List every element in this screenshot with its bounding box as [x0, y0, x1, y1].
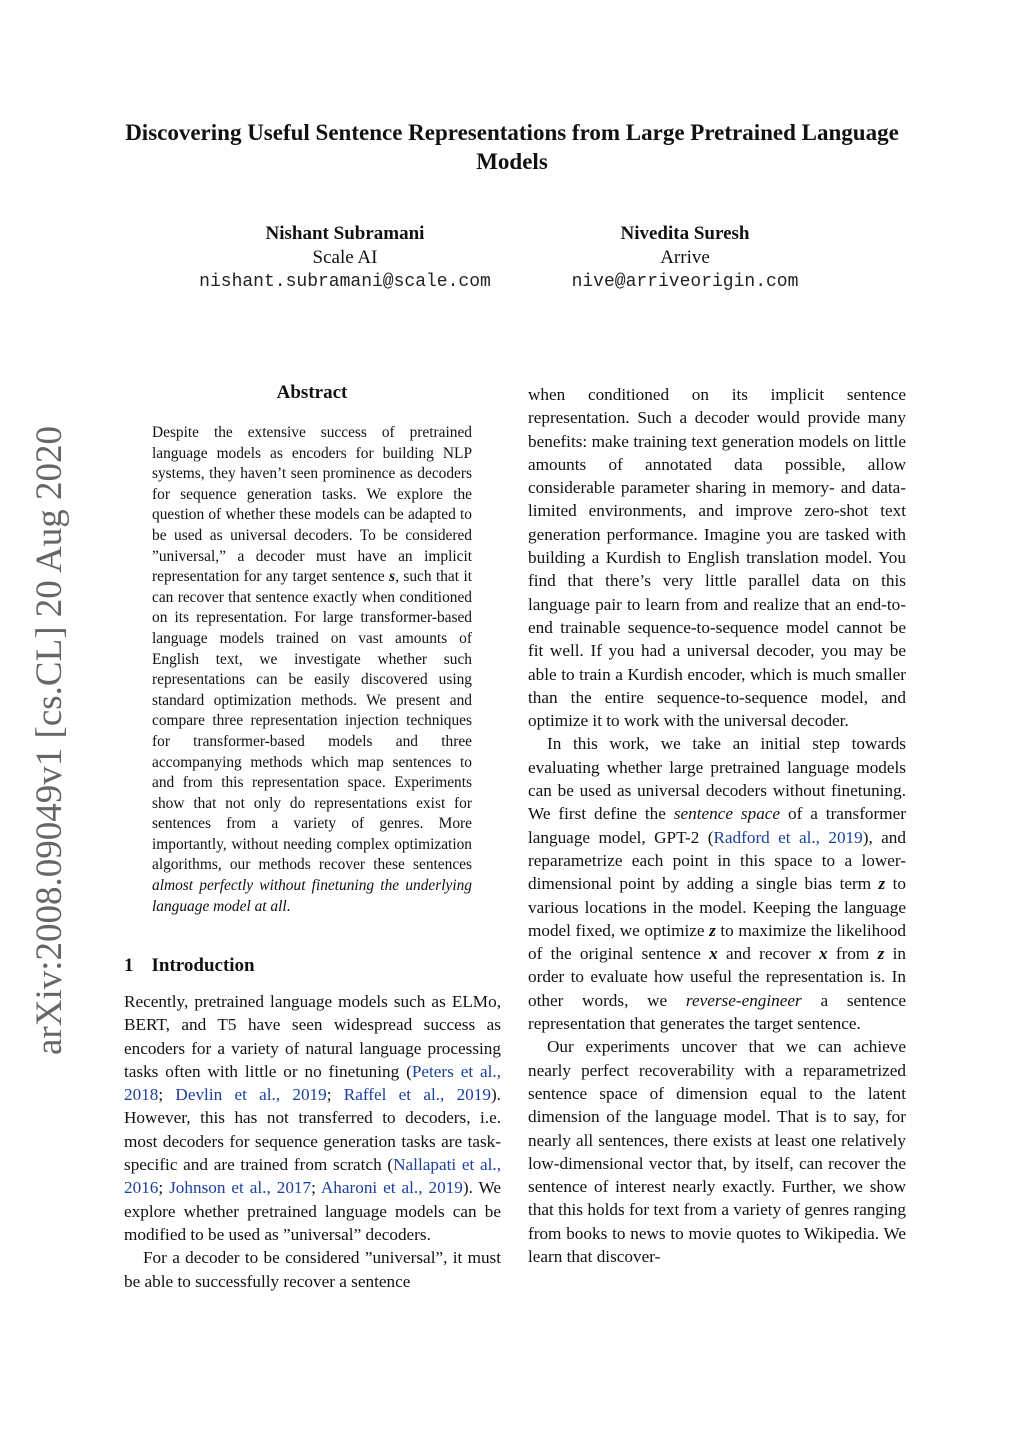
paragraph-text: of a transformer language model, GPT-2 ( — [528, 804, 906, 847]
math-var-x: x — [819, 944, 828, 964]
intro-paragraph-1 — [124, 990, 501, 1246]
citation-link[interactable]: Devlin et al., 2019 — [175, 1085, 327, 1105]
section-heading-introduction — [124, 955, 273, 977]
author-email: nive@arriveorigin.com — [571, 272, 799, 292]
citation-link[interactable]: Aharoni et al., 2019 — [320, 1178, 463, 1198]
left-column — [124, 990, 501, 1293]
term-emphasis: sentence space — [673, 804, 781, 824]
author-block-2 — [540, 222, 830, 294]
intro-paragraph-4: Our experiments uncover that we can achieve nearly perfect recoverability with a reparametrized sentence space of dimension equal to the latent dimension of the language model. That is to say, for nearly all sentences, there exists at least one relatively low-dimensional vector that, by itself, can recover the sentence of interest nearly exactly. Further, we show that this holds for text from a variety of genres ranging from books to news to movie quotes to Wikipedia. We learn that discover- — [528, 1037, 906, 1266]
paragraph-text: ; — [311, 1178, 321, 1198]
math-var-x: x — [709, 944, 718, 964]
paragraph-text: ). However, this has not transferred to decoders, i.e. most decoders for sequence generation tasks are task-specific and are trained from scratch ( — [124, 1085, 501, 1175]
paragraph-text: ), and reparametrize each point in this space to a lower-dimensional point by adding a single bias term — [528, 827, 906, 894]
paragraph-text: to various locations in the model. Keeping the language model fixed, we optimize — [528, 874, 906, 940]
paragraph-text: ; — [158, 1178, 170, 1198]
author-block-1 — [170, 222, 520, 294]
paragraph-text: ; — [326, 1085, 344, 1105]
paragraph-text: and recover — [717, 944, 819, 964]
author-email: nishant.subramani@scale.com — [199, 272, 491, 292]
author-affiliation: Arrive — [660, 247, 710, 268]
arxiv-identifier: arXiv:2008.09049v1 [cs.CL] 20 Aug 2020 — [29, 426, 70, 1055]
term-emphasis: reverse-engineer — [685, 990, 802, 1010]
citation-link[interactable]: Peters et al., 2018 — [124, 1061, 501, 1105]
math-var-z: z — [878, 874, 886, 894]
abstract-text: . — [286, 897, 291, 915]
author-affiliation: Scale AI — [312, 247, 378, 268]
paper-title: Discovering Useful Sentence Representations from Large Pretrained Language Models — [125, 120, 899, 174]
intro-paragraph-2: For a decoder to be considered ”universal”, it must be able to successfully recover a sentence — [124, 1248, 501, 1291]
citation-link[interactable]: Nallapati et al., 2016 — [124, 1155, 501, 1198]
intro-paragraph-continued: when conditioned on its implicit sentence representation. Such a decoder would provide many benefits: make training text generation models on little amounts of annotated data possible, allow considerable parameter sharing in memory- and data-limited environments, and improve zero-shot text generation performance. Imagine you are tasked with building a Kurdish to English translation model. You find that there’s very little parallel data on this language pair to learn from and realize that an end-to-end trainable sequence-to-sequence model cannot be fit well. If you had a universal decoder, you may be able to train a Kurdish encoder, which is much smaller than the entire sequence-to-sequence model, and optimize it to work with the universal decoder. — [528, 385, 906, 731]
math-var-z: z — [877, 944, 885, 964]
math-var-z: z — [709, 920, 716, 940]
section-title: Introduction — [151, 955, 255, 976]
citation-link[interactable]: Raffel et al., 2019 — [343, 1085, 491, 1105]
citation-link[interactable]: Johnson et al., 2017 — [169, 1178, 312, 1198]
author-name: Nivedita Suresh — [620, 223, 750, 244]
abstract-emphasis: almost perfectly without finetuning the underlying language model at all — [152, 877, 472, 915]
paragraph-text: In this work, we take an initial step towards evaluating whether large pretrained language models can be used as universal decoders without finetuning. We first define the — [528, 734, 906, 824]
abstract-body — [152, 423, 472, 917]
paragraph-text: ). We explore whether pretrained language models can be modified to be used as ”universal” decoders. — [124, 1178, 501, 1244]
paragraph-text: from — [827, 944, 878, 964]
intro-paragraph-3 — [528, 732, 906, 1035]
paragraph-text: ; — [158, 1085, 176, 1105]
section-number: 1 — [124, 955, 134, 976]
paragraph-text: Recently, pretrained language models such as ELMo, BERT, and T5 have seen widespread success as encoders for a variety of natural language processing tasks often with little or no finetuning ( — [124, 992, 501, 1081]
math-var-s: s — [389, 568, 396, 586]
abstract-text: Despite the extensive success of pretrained language models as encoders for building NLP systems, they haven’t seen prominence as decoders for sequence generation tasks. We explore the question of whether these models can be adapted to be used as universal decoders. To be considered ”universal,” a decoder must have an implicit representation for any target sentence — [152, 424, 472, 586]
abstract-heading: Abstract — [276, 382, 348, 403]
author-name: Nishant Subramani — [265, 223, 425, 244]
right-column — [528, 383, 906, 1268]
paragraph-text: a sentence representation that generates the target sentence. — [528, 990, 907, 1034]
abstract-text: , such that it can recover that sentence exactly when conditioned on its representation. For large transformer-based language models trained on vast amounts of English text, we investigate whether such representations can be easily discovered using standard optimization methods. We present and compare three representation injection techniques for transformer-based models and three accompanying methods which map sentences to and from this representation space. Experiments show that not only do representations exist for sentences from a variety of genres. More importantly, without needing complex optimization algorithms, our methods recover these sentences — [152, 568, 472, 874]
paragraph-text: to maximize the likelihood of the original sentence — [528, 920, 906, 964]
citation-link[interactable]: Radford et al., 2019 — [713, 827, 863, 847]
paragraph-text: in order to evaluate how useful the representation is. In other words, we — [528, 944, 906, 1010]
